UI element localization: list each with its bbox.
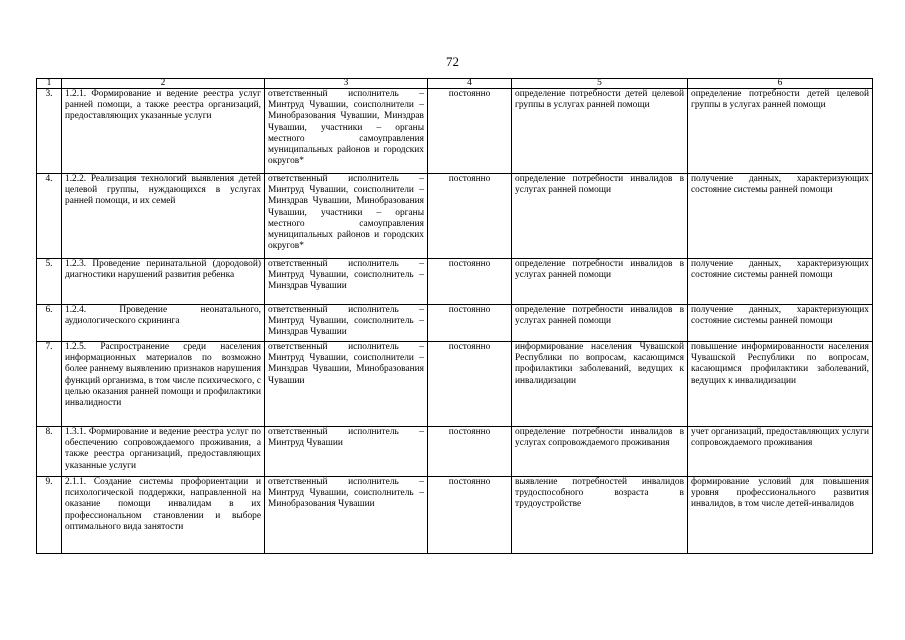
table-row: [37, 427, 873, 477]
column-number: 6: [688, 79, 873, 89]
table-row: [37, 174, 873, 259]
measure-cell: 1.2.2. Реализация технологий выявления детей целевой группы, нуждающихся в услугах ранней помощи, и их семей: [62, 174, 265, 259]
column-number: 4: [428, 79, 512, 89]
row-number: 7.: [37, 342, 62, 427]
row-number: 9.: [37, 477, 62, 554]
effect-cell: получение данных, характеризующих состояние системы ранней помощи: [688, 259, 873, 305]
result-cell: определение потребности инвалидов в услугах сопровождаемого проживания: [512, 427, 688, 477]
executors-cell: ответственный исполнитель – Минтруд Чувашии: [265, 427, 428, 477]
result-cell: определение потребности инвалидов в услугах ранней помощи: [512, 174, 688, 259]
row-number: 6.: [37, 305, 62, 342]
executors-cell: ответственный исполнитель – Минтруд Чувашии, соисполнитель – Минздрав Чувашии: [265, 305, 428, 342]
measure-cell: 1.2.4. Проведение неонатального, аудиологического скрининга: [62, 305, 265, 342]
column-number: 5: [512, 79, 688, 89]
column-number: 1: [37, 79, 62, 89]
effect-cell: учет организаций, предоставляющих услуги сопровождаемого проживания: [688, 427, 873, 477]
result-cell: выявление потребностей инвалидов трудоспособного возраста в трудоустройстве: [512, 477, 688, 554]
measures-table: [36, 78, 873, 554]
effect-cell: повышение информированности населения Чувашской Республики по вопросам, касающимся профилактики заболеваний, ведущих к инвалидизации: [688, 342, 873, 427]
executors-cell: ответственный исполнитель – Минтруд Чувашии, соисполнители – Минздрав Чувашии, Минобразования Чувашии, участники – органы местного самоуправления муниципальных районов и городских округов*: [265, 174, 428, 259]
effect-cell: получение данных, характеризующих состояние системы ранней помощи: [688, 174, 873, 259]
column-number: 2: [62, 79, 265, 89]
term-cell: постоянно: [428, 305, 512, 342]
table-row: [37, 477, 873, 554]
result-cell: определение потребности инвалидов в услугах ранней помощи: [512, 259, 688, 305]
effect-cell: получение данных, характеризующих состояние системы ранней помощи: [688, 305, 873, 342]
table-row: [37, 259, 873, 305]
term-cell: постоянно: [428, 174, 512, 259]
executors-cell: ответственный исполнитель – Минтруд Чувашии, соисполнитель – Минздрав Чувашии: [265, 259, 428, 305]
term-cell: постоянно: [428, 477, 512, 554]
effect-cell: определение потребности детей целевой группы в услугах ранней помощи: [688, 89, 873, 174]
row-number: 8.: [37, 427, 62, 477]
term-cell: постоянно: [428, 259, 512, 305]
effect-cell: формирование условий для повышения уровня профессионального развития инвалидов, в том числе детей-инвалидов: [688, 477, 873, 554]
executors-cell: ответственный исполнитель – Минтруд Чувашии, соисполнитель – Минобразования Чувашии: [265, 477, 428, 554]
result-cell: определение потребности инвалидов в услугах ранней помощи: [512, 305, 688, 342]
executors-cell: ответственный исполнитель – Минтруд Чувашии, соисполнители – Минобразования Чувашии, Минздрав Чувашии, участники – органы местного самоуправления муниципальных районов и городских округов*: [265, 89, 428, 174]
measure-cell: 1.3.1. Формирование и ведение реестра услуг по обеспечению сопровождаемого проживания, а также реестра организаций, предоставляющих указанные услуги: [62, 427, 265, 477]
table-row: [37, 89, 873, 174]
table-row: [37, 342, 873, 427]
measure-cell: 1.2.1. Формирование и ведение реестра услуг ранней помощи, а также реестра организаций, предоставляющих указанные услуги: [62, 89, 265, 174]
term-cell: постоянно: [428, 427, 512, 477]
table-row: [37, 305, 873, 342]
executors-cell: ответственный исполнитель – Минтруд Чувашии, соисполнители – Минздрав Чувашии, Минобразования Чувашии: [265, 342, 428, 427]
term-cell: постоянно: [428, 89, 512, 174]
row-number: 3.: [37, 89, 62, 174]
result-cell: определение потребности детей целевой группы в услугах ранней помощи: [512, 89, 688, 174]
term-cell: постоянно: [428, 342, 512, 427]
measure-cell: 2.1.1. Создание системы профориентации и психологической поддержки, направленной на оказание помощи инвалидам в их профессиональном становлении и выборе оптимального вида занятости: [62, 477, 265, 554]
row-number: 4.: [37, 174, 62, 259]
measure-cell: 1.2.5. Распространение среди населения информационных материалов по возможно более раннему выявлению признаков нарушения функций организма, в том числе психического, с целью оказания ранней помощи и профилактики инвалидности: [62, 342, 265, 427]
result-cell: информирование населения Чувашской Республики по вопросам, касающимся профилактики заболеваний, ведущих к инвалидизации: [512, 342, 688, 427]
page-number: 72: [446, 54, 459, 69]
column-number-row: [37, 79, 873, 89]
measure-cell: 1.2.3. Проведение перинатальной (дородовой) диагностики нарушений развития ребенка: [62, 259, 265, 305]
column-number: 3: [265, 79, 428, 89]
row-number: 5.: [37, 259, 62, 305]
